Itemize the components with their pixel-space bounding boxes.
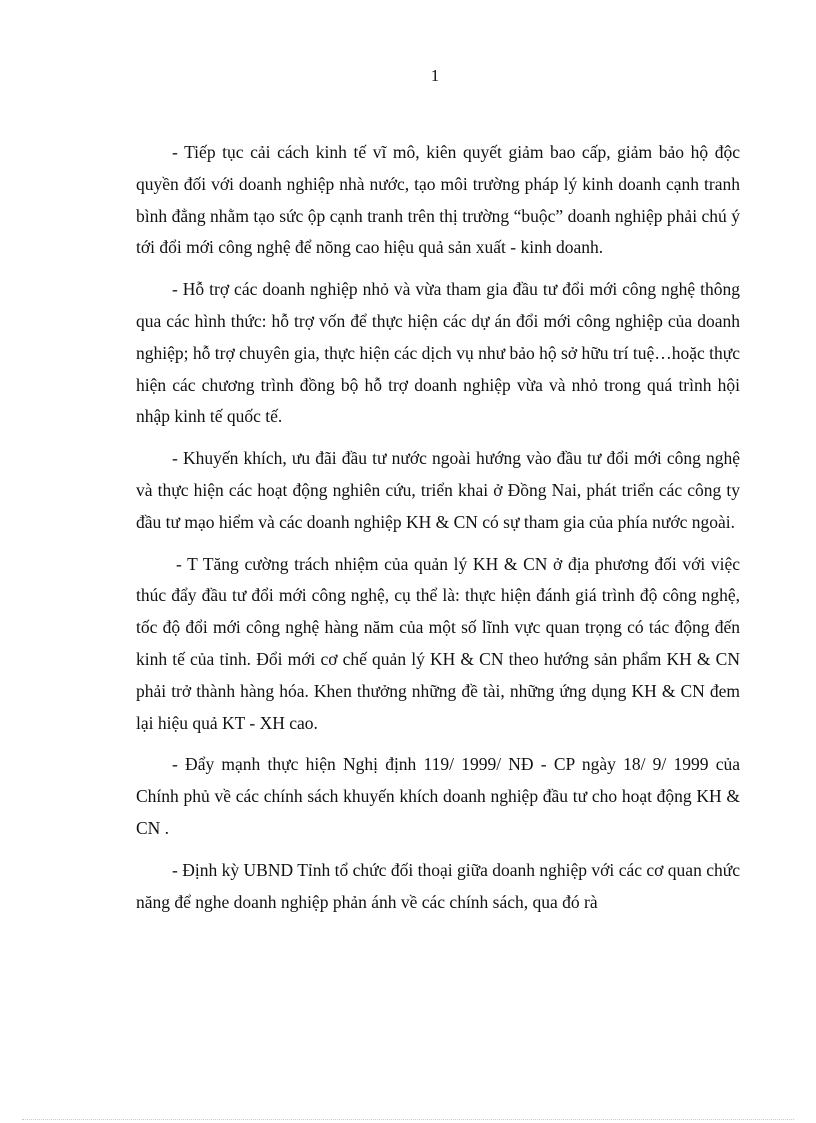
document-body [136, 137, 740, 928]
paragraph-sme-support: - Hỗ trợ các doanh nghiệp nhỏ và vừa tham gia đầu tư đổi mới công nghệ thông qua các hình thức: hỗ trợ vốn để thực hiện các dự án đổi mới công nghiệp của doanh nghiệp; hỗ trợ chuyên gia, thực hiện các dịch vụ như bảo hộ sở hữu trí tuệ…hoặc thực hiện các chương trình đồng bộ hỗ trợ doanh nghiệp vừa và nhỏ trong quá trình hội nhập kinh tế quốc tế. [136, 279, 740, 427]
paragraph-periodic-dialogue: - Định kỳ UBND Tỉnh tổ chức đối thoại giữa doanh nghiệp với các cơ quan chức năng để nghe doanh nghiệp phản ánh về các chính sách, qua đó rà [136, 859, 740, 912]
paragraph-foreign-investment: - Khuyến khích, ưu đãi đầu tư nước ngoài hướng vào đầu tư đổi mới công nghệ và thực hiện các hoạt động nghiên cứu, triển khai ở Đồng Nai, phát triển các công ty đầu tư mạo hiểm và các doanh nghiệp KH & CN có sự tham gia của phía nước ngoài. [136, 448, 740, 532]
page-bottom-edge [22, 1119, 794, 1120]
paragraph-decree-119: - Đẩy mạnh thực hiện Nghị định 119/ 1999/ NĐ - CP ngày 18/ 9/ 1999 của Chính phủ về các chính sách khuyến khích doanh nghiệp đầu tư cho hoạt động KH & CN . [136, 754, 740, 838]
paragraph-macro-reform: - Tiếp tục cải cách kinh tế vĩ mô, kiên quyết giảm bao cấp, giảm bảo hộ độc quyền đối với doanh nghiệp nhà nước, tạo môi trường pháp lý kinh doanh cạnh tranh bình đẳng nhằm tạo sức ộp cạnh tranh trên thị trường “buộc” doanh nghiệp phải chú ý tới đổi mới công nghệ để nõng cao hiệu quả sản xuất - kinh doanh. [136, 142, 740, 258]
page-number: 1 [430, 66, 440, 85]
paragraph-management-responsibility: - T Tăng cường trách nhiệm của quản lý KH & CN ở địa phương đối với việc thúc đẩy đầu tư đổi mới công nghệ, cụ thể là: thực hiện đánh giá trình độ công nghệ, tốc độ đổi mới công nghệ hàng năm của một số lĩnh vực quan trọng có tác động đến kinh tế của tỉnh. Đổi mới cơ chế quản lý KH & CN theo hướng sản phẩm KH & CN phải trở thành hàng hóa. Khen thưởng những đề tài, những ứng dụng KH & CN đem lại hiệu quả KT - XH cao. [136, 553, 740, 733]
